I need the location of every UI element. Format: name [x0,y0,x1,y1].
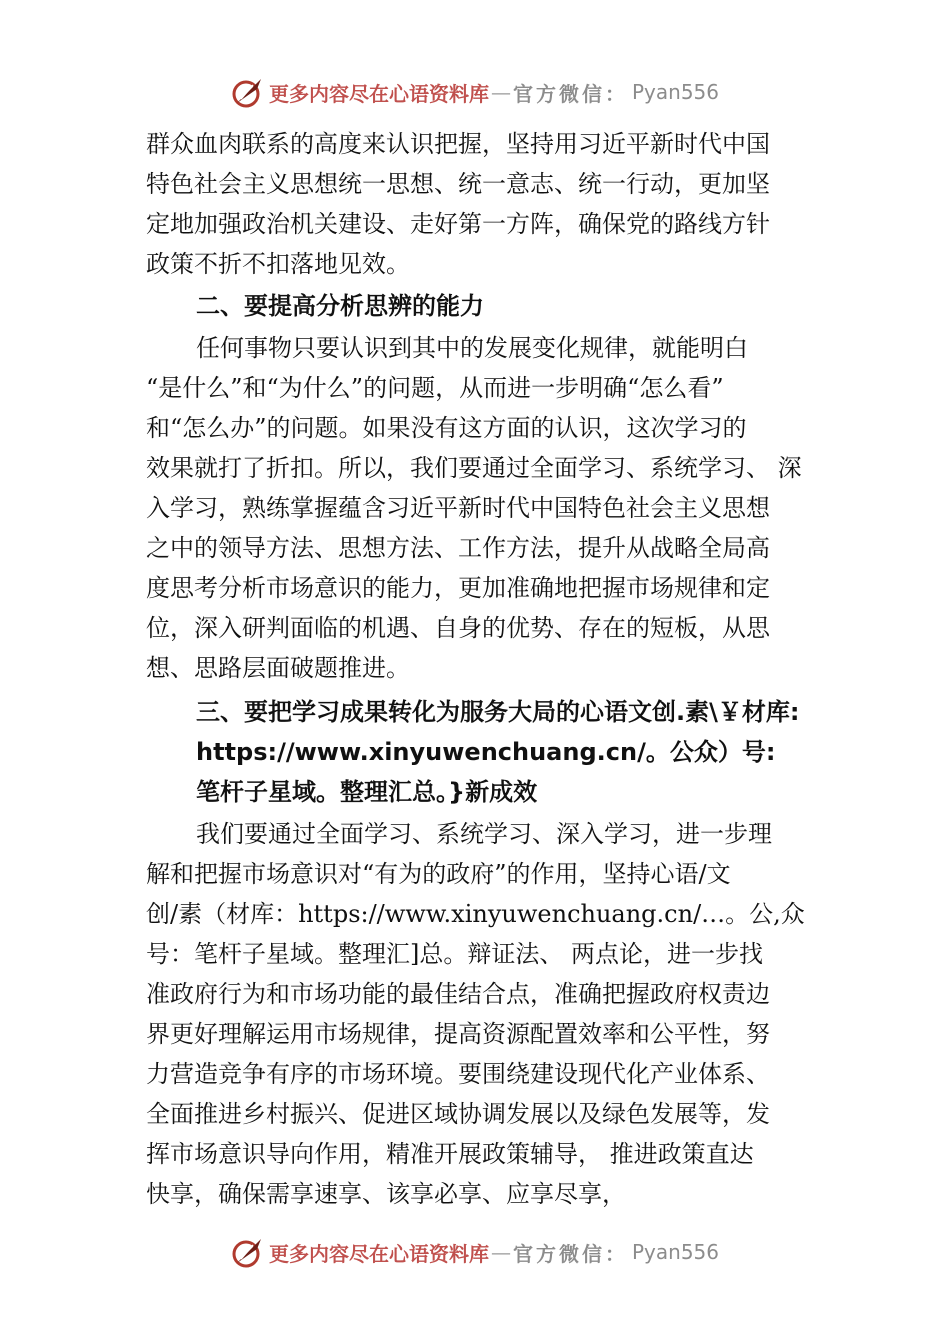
banner-separator: — [490,1240,511,1264]
banner-wechat-id: Pyan556 [631,80,719,104]
section-heading-3: 三、要把学习成果转化为服务大局的心语文创.素\￥材库: https://www.xinyuwenchuang.cn/。公众）号: 笔杆子星域。整理汇总。}新成效 [196,698,800,806]
paragraph-continued: 群众血肉联系的高度来认识把握，坚持用习近平新时代中国 特色社会主义思想统一思想、统一意志、统一行动，更加坚 定地加强政治机关建设、走好第一方阵，确保党的路线方针 政策不折不扣落地见效。 [146,130,770,278]
footer-banner [0,1232,950,1272]
banner-separator: — [490,80,511,104]
quill-pen-logo-icon [231,1235,265,1269]
paragraph-3: 我们要通过全面学习、系统学习、深入学习，进一步理 解和把握市场意识对“有为的政府”的作用，坚持心语/文 创/素（材库：https://www.xinyuwenchuang.cn/…。公,众 号：笔杆子星域。整理汇]总。辩证法、 两点论，进一步找 准政府行为和市场功能的最佳结合点，准确把握政府权责边 界更好理解运用市场规律，提高资源配置效率和公平性，努 力营造竞争有序的市场环境。要围绕建设现代化产业体系、 全面推进乡村振兴、促进区域协调发展以及绿色发展等，发 挥市场意识导向作用，精准开展政策辅导， 推进政策直达 快享，确保需享速享、该享必享、应享尽享， [146,820,805,1208]
banner-text: 更多内容尽在心语资料库 [268,1241,489,1266]
banner-wechat-label: 官方微信： [512,1241,628,1266]
quill-pen-logo-icon [231,75,265,109]
banner-text: 更多内容尽在心语资料库 [268,81,489,106]
document-body [146,124,816,1214]
header-banner [0,72,950,112]
section-heading-2: 二、要提高分析思辨的能力 [196,292,484,320]
paragraph-2: 任何事物只要认识到其中的发展变化规律，就能明白 “是什么”和“为什么”的问题，从而进一步明确“怎么看” 和“怎么办”的问题。如果没有这方面的认识，这次学习的 效果就打了折扣。所以，我们要通过全面学习、系统学习、 深 入学习，熟练掌握蕴含习近平新时代中国特色社会主义思想 之中的领导方法、思想方法、工作方法，提升从战略全局高 度思考分析市场意识的能力，更加准确地把握市场规律和定 位，深入研判面临的机遇、自身的优势、存在的短板，从思 想、思路层面破题推进。 [146,334,802,682]
banner-wechat-label: 官方微信： [512,81,628,106]
banner-wechat-id: Pyan556 [631,1240,719,1264]
